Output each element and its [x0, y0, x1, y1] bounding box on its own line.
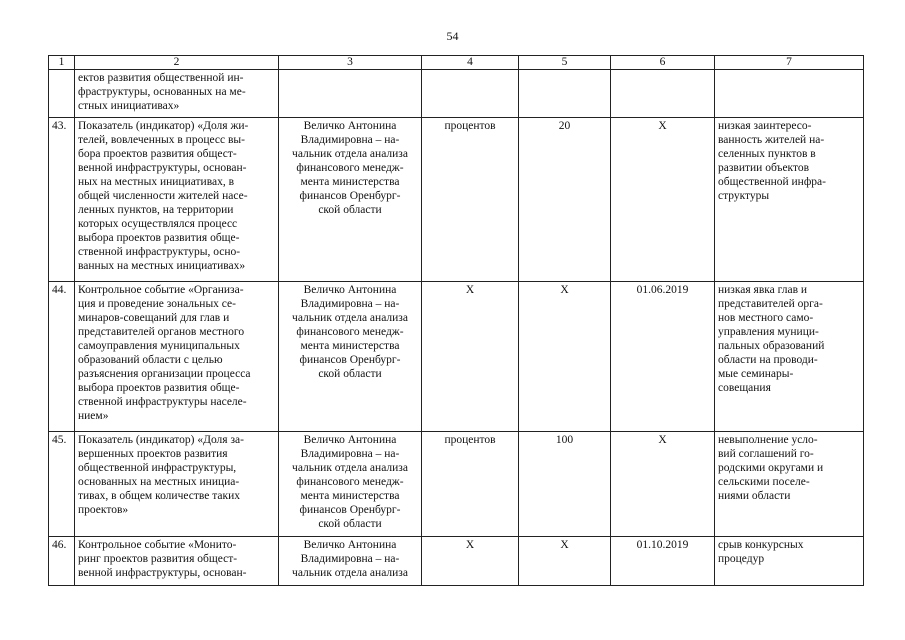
row-value: X	[519, 537, 611, 586]
row-description: Контрольное событие «Монито- ринг проектов развития общест- венной инфраструктуры, основан-	[75, 537, 279, 586]
table-row	[49, 432, 864, 537]
row-date: 01.06.2019	[611, 282, 715, 432]
row-description: Контрольное событие «Организа- ция и проведение зональных се- минаров-совещаний для глав и представителей органов местного самоуправления муниципальных образований области с целью разъяснения организации процесса выбора проектов развития обще- ственной инфраструктуры населе- нием»	[75, 282, 279, 432]
row-number	[49, 70, 75, 118]
program-table	[48, 55, 864, 586]
row-date: X	[611, 118, 715, 282]
row-responsible: Величко Антонина Владимировна – на- чальник отдела анализа	[279, 537, 422, 586]
row-responsible: Величко Антонина Владимировна – на- чальник отдела анализа финансового менедж- мента министерства финансов Оренбург- ской области	[279, 282, 422, 432]
row-number: 46.	[49, 537, 75, 586]
row-unit: процентов	[422, 118, 519, 282]
row-responsible	[279, 70, 422, 118]
table-row	[49, 282, 864, 432]
row-description: Показатель (индикатор) «Доля жи- телей, вовлеченных в процесс вы- бора проектов развития общест- венной инфраструктуры, основан- ных на местных инициативах, в общей численности жителей насе- ленных пунктов, на территории которых осуществлялся процесс выбора проектов развития обще- ственной инфраструктуры, осно- ванных на местных инициативах»	[75, 118, 279, 282]
column-header: 7	[715, 56, 864, 70]
row-unit: X	[422, 537, 519, 586]
column-header: 5	[519, 56, 611, 70]
row-unit	[422, 70, 519, 118]
column-header: 6	[611, 56, 715, 70]
row-number: 43.	[49, 118, 75, 282]
row-risk: срыв конкурсных процедур	[715, 537, 864, 586]
row-description: ектов развития общественной ин- фраструктуры, основанных на ме- стных инициативах»	[75, 70, 279, 118]
row-date	[611, 70, 715, 118]
page-number: 54	[446, 29, 459, 43]
row-unit: X	[422, 282, 519, 432]
row-unit: процентов	[422, 432, 519, 537]
row-responsible: Величко Антонина Владимировна – на- чальник отдела анализа финансового менедж- мента министерства финансов Оренбург- ской области	[279, 118, 422, 282]
row-date: X	[611, 432, 715, 537]
column-header: 2	[75, 56, 279, 70]
row-value: 20	[519, 118, 611, 282]
row-risk: невыполнение усло- вий соглашений го- родскими округами и сельскими поселе- ниями области	[715, 432, 864, 537]
row-risk: низкая явка глав и представителей орга- нов местного само- управления муници- пальных образований области на проводи- мые семинары- совещания	[715, 282, 864, 432]
row-value: 100	[519, 432, 611, 537]
row-risk	[715, 70, 864, 118]
column-header: 3	[279, 56, 422, 70]
table-row	[49, 537, 864, 586]
row-value: X	[519, 282, 611, 432]
row-value	[519, 70, 611, 118]
row-date: 01.10.2019	[611, 537, 715, 586]
row-responsible: Величко Антонина Владимировна – на- чальник отдела анализа финансового менедж- мента министерства финансов Оренбург- ской области	[279, 432, 422, 537]
row-number: 45.	[49, 432, 75, 537]
table-row	[49, 118, 864, 282]
column-header: 4	[422, 56, 519, 70]
table-header-row	[49, 56, 864, 70]
row-risk: низкая заинтересо- ванность жителей на- селенных пунктов в развитии объектов общественной инфра- структуры	[715, 118, 864, 282]
table-row	[49, 70, 864, 118]
row-description: Показатель (индикатор) «Доля за- вершенных проектов развития общественной инфраструктуры, основанных на местных инициа- тивах, в общем количестве таких проектов»	[75, 432, 279, 537]
row-number: 44.	[49, 282, 75, 432]
column-header: 1	[49, 56, 75, 70]
